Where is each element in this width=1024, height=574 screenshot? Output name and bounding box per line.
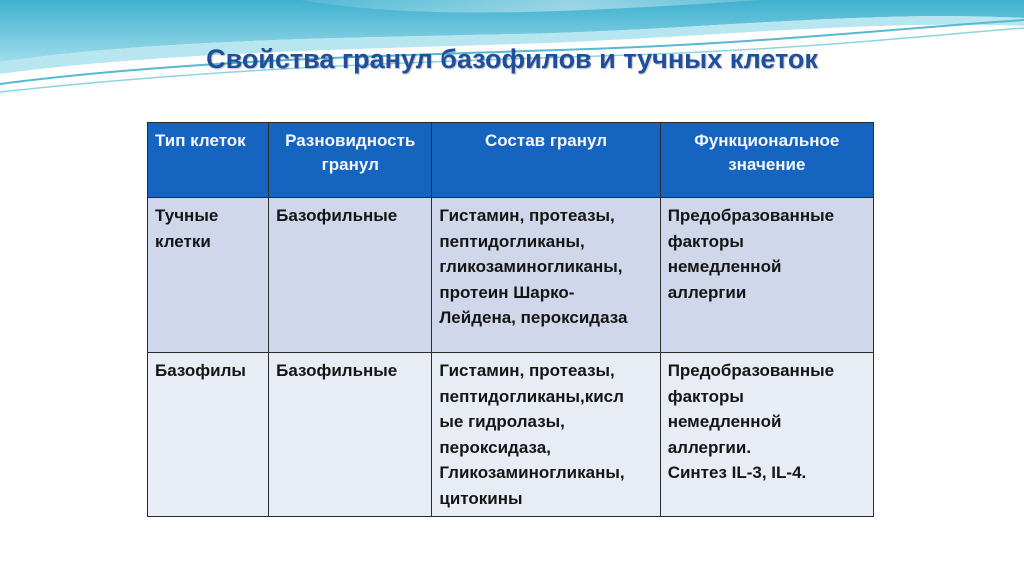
table-row-mast-cells — [148, 198, 874, 353]
header-function: Функциональное значение — [660, 123, 873, 198]
granule-properties-table — [147, 122, 874, 517]
cell-granule-composition: Гистамин, протеазы, пептидогликаны, гликозаминогликаны, протеин Шарко- Лейдена, пероксидаза — [432, 198, 660, 353]
cell-type: Тучные клетки — [148, 198, 269, 353]
cell-function: Предобразованные факторы немедленной аллергии — [660, 198, 873, 353]
table-row-basophils — [148, 353, 874, 517]
header-granule-composition: Состав гранул — [432, 123, 660, 198]
slide-title: Свойства гранул базофилов и тучных клеток — [206, 44, 818, 74]
cell-type: Базофилы — [148, 353, 269, 517]
header-cell-type: Тип клеток — [148, 123, 269, 198]
header-granule-kind: Разновидность гранул — [269, 123, 432, 198]
table-header-row — [148, 123, 874, 198]
cell-granule-kind: Базофильные — [269, 353, 432, 517]
cell-granule-composition: Гистамин, протеазы, пептидогликаны,кисл ые гидролазы, пероксидаза, Гликозаминогликаны, цитокины — [432, 353, 660, 517]
cell-function: Предобразованные факторы немедленной аллергии. Синтез IL-3, IL-4. — [660, 353, 873, 517]
cell-granule-kind: Базофильные — [269, 198, 432, 353]
